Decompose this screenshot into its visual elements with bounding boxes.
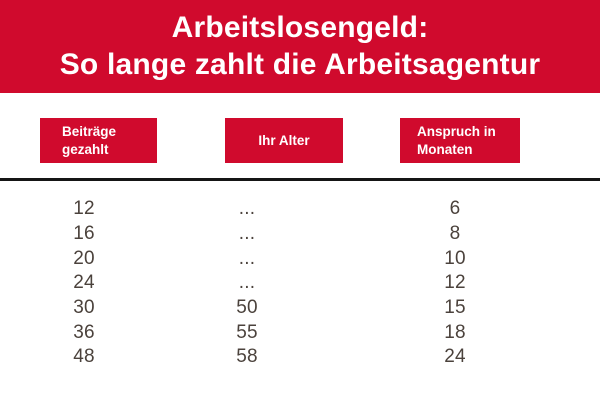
cell-age: ... (238, 223, 256, 245)
cell-age: ... (238, 272, 256, 294)
cell-contributions: 36 (73, 321, 95, 343)
column-header-age-label: Ihr Alter (258, 132, 310, 148)
divider-line (0, 178, 600, 181)
cell-entitlement: 6 (449, 198, 461, 220)
cell-age: ... (238, 198, 256, 220)
column-header-entitlement-label-line2: Monaten (417, 141, 473, 157)
cell-contributions: 30 (73, 297, 95, 319)
column-header-age (225, 118, 343, 163)
column-header-entitlement (400, 118, 520, 163)
cell-entitlement: 24 (444, 346, 466, 368)
cell-age: 55 (236, 321, 258, 343)
column-header-contributions (40, 118, 157, 163)
cell-contributions: 20 (73, 247, 95, 269)
page-title-line-2: So lange zahlt die Arbeitsagentur (59, 48, 541, 81)
table-row (0, 296, 600, 321)
cell-entitlement: 12 (444, 272, 466, 294)
table-row (0, 222, 600, 247)
cell-entitlement: 8 (449, 223, 461, 245)
table-row (0, 320, 600, 345)
cell-entitlement: 18 (444, 321, 466, 343)
cell-contributions: 16 (73, 223, 95, 245)
table-row (0, 246, 600, 271)
data-table (0, 197, 600, 370)
cell-contributions: 12 (73, 198, 95, 220)
column-header-contributions-label-line2: gezahlt (62, 141, 109, 157)
cell-contributions: 48 (73, 346, 95, 368)
column-header-entitlement-label-line1: Anspruch in (417, 123, 496, 139)
cell-entitlement: 15 (444, 297, 466, 319)
cell-contributions: 24 (73, 272, 95, 294)
cell-entitlement: 10 (444, 247, 466, 269)
table-row (0, 345, 600, 370)
title-banner (0, 0, 600, 93)
column-header-contributions-label-line1: Beiträge (62, 123, 117, 139)
cell-age: ... (238, 247, 256, 269)
table-row (0, 271, 600, 296)
cell-age: 58 (236, 346, 258, 368)
page-title-line-1: Arbeitslosengeld: (171, 11, 429, 44)
cell-age: 50 (236, 297, 258, 319)
table-row (0, 197, 600, 222)
